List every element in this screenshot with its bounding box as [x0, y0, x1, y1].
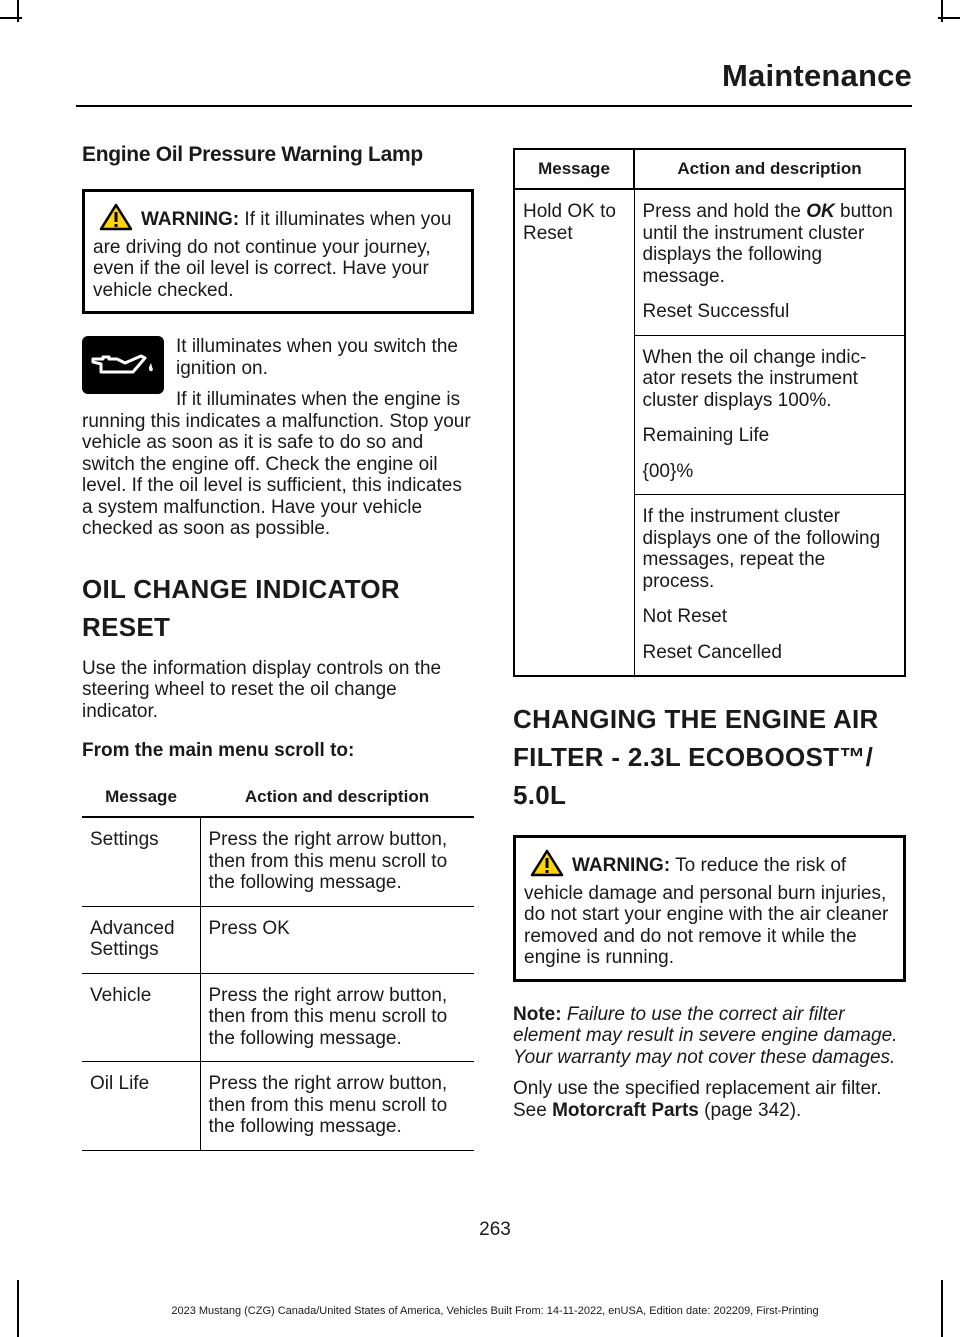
crop-mark [941, 0, 943, 22]
warning-box [82, 189, 474, 314]
table-cell: Press the right arrow button, then from this menu scroll to the following message. [200, 817, 474, 906]
table-cell: Press the right arrow button, then from this menu scroll to the following message. [200, 1062, 474, 1151]
table-cell: Settings [82, 817, 200, 906]
left-column [82, 143, 474, 1151]
paragraph-text: Only use the specified replacement air filter. See [513, 1078, 882, 1121]
intro-paragraph: Use the information display controls on the steering wheel to reset the oil change indicator. [82, 657, 442, 722]
crop-mark [0, 17, 22, 19]
section-heading-line: 5.0L [513, 780, 567, 810]
oil-pressure-icon [82, 336, 164, 394]
warning-text: If it illuminates when you are driving do not continue your journey, even if the oil level is correct. Have your vehicle checked. [93, 209, 452, 301]
section-heading [513, 705, 906, 809]
table-row [82, 817, 474, 906]
motorcraft-parts-link[interactable]: Motorcraft Parts [552, 1099, 699, 1121]
warning-box [513, 835, 906, 982]
table-cell [634, 189, 905, 335]
table-row [82, 973, 474, 1062]
reset-steps-table [82, 778, 474, 1151]
replacement-paragraph [513, 1078, 906, 1121]
cell-message: {00}% [642, 460, 694, 482]
cell-paragraph: If the instrument cluster displays one of the following messages, repeat the process. [642, 506, 881, 592]
table-row [82, 1062, 474, 1151]
table-cell: Oil Life [82, 1062, 200, 1151]
column-header: Action and description [200, 778, 474, 817]
table-cell [634, 495, 905, 677]
warning-label: WARNING: [572, 855, 671, 876]
cell-paragraph: When the oil change indic-ator resets the instrument cluster displays 100%. [642, 346, 867, 411]
cell-message: Not Reset [642, 606, 727, 627]
table-cell: Press OK [200, 906, 474, 973]
cell-message: Remaining Life [642, 425, 770, 446]
cell-paragraph [643, 201, 899, 287]
crop-mark [17, 0, 19, 22]
warning-triangle-icon [530, 849, 564, 883]
page-number: 263 [479, 1219, 511, 1240]
cell-message: Reset Cancelled [642, 641, 782, 663]
section-heading-line: CHANGING THE ENGINE AIR [513, 704, 879, 734]
column-header: Message [82, 778, 200, 817]
cell-text: button until the instrument cluster displays the following message. [642, 201, 893, 287]
paragraph-text: (page 342). [698, 1099, 802, 1121]
section-heading-line: RESET [82, 611, 171, 642]
lamp-heading: Engine Oil Pressure Warning Lamp [82, 143, 423, 166]
column-header: Message [514, 149, 634, 189]
warning-triangle-icon [99, 203, 133, 237]
scroll-label: From the main menu scroll to: [82, 740, 355, 761]
right-column [513, 148, 906, 1131]
warning-text: To reduce the risk of vehicle damage and personal burn injuries, do not start your engine with the air cleaner removed and do not remove it while the engine is running. [524, 855, 889, 968]
table-cell: Hold OK to Reset [514, 189, 634, 676]
section-heading-line: OIL CHANGE INDICATOR [82, 573, 401, 604]
lamp-paragraph-1: It illuminates when you switch the ignition on. [176, 336, 458, 379]
ok-button-ref: OK [806, 201, 835, 222]
table-row [514, 189, 905, 335]
note-paragraph [513, 1004, 906, 1069]
cell-message: Reset Successful [642, 301, 790, 322]
warning-label: WARNING: [141, 209, 240, 230]
lamp-paragraph-2: If it illuminates when the engine is running this indicates a malfunction. Stop your vehicle as soon as it is safe to do so and switch the engine off. Check the engine oil level. If the oil level is sufficient, this indicates a system malfunction. Have your vehicle checked as soon as possible. [82, 389, 471, 539]
table-row [82, 906, 474, 973]
column-header: Action and description [634, 149, 905, 189]
section-heading [82, 575, 474, 641]
note-label: Note: [513, 1003, 562, 1025]
lamp-description [82, 336, 474, 540]
reset-confirm-table [513, 148, 906, 677]
table-cell: Press the right arrow button, then from this menu scroll to the following message. [200, 973, 474, 1062]
note-text: Failure to use the correct air filter element may result in severe engine damage. Your warranty may not cover these damages. [513, 1003, 898, 1068]
header-divider [76, 105, 912, 107]
table-cell: Advanced Settings [82, 906, 200, 973]
crop-mark [938, 17, 960, 19]
table-cell [634, 335, 905, 495]
cell-text: Press and hold the [642, 201, 807, 222]
table-cell: Vehicle [82, 973, 200, 1062]
footer-text: 2023 Mustang (CZG) Canada/United States of America, Vehicles Built From: 14-11-2022, enUSA, Edition date: 202209, First-Printing [171, 1305, 819, 1317]
page-title: Maintenance [722, 58, 912, 93]
section-heading-line: FILTER - 2.3L ECOBOOST™/ [513, 742, 874, 772]
